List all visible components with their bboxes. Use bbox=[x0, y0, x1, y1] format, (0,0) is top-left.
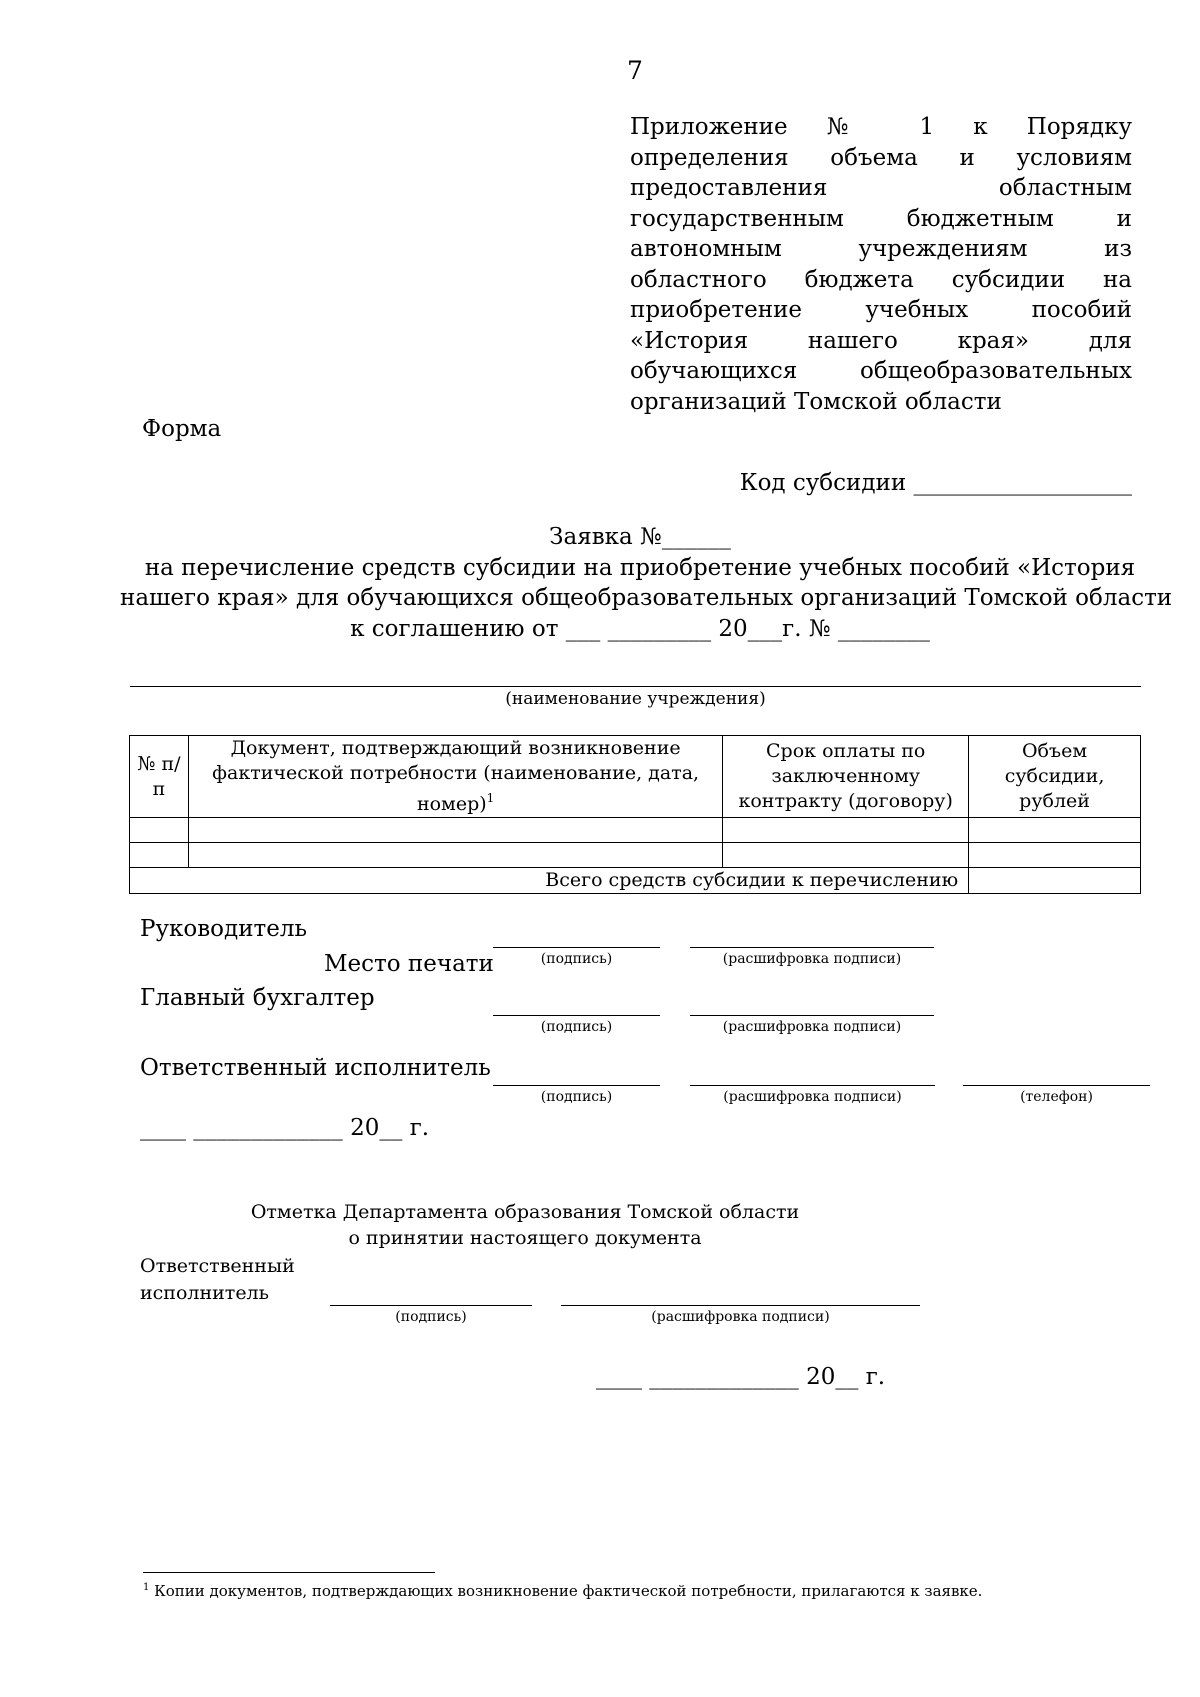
head-decoding-caption: (расшифровка подписи) bbox=[722, 951, 902, 967]
footnote bbox=[143, 1582, 982, 1600]
executor-phone-line bbox=[963, 1085, 1150, 1086]
footnote-mark: 1 bbox=[486, 791, 495, 805]
table-header-row bbox=[130, 736, 1141, 818]
department-decoding-line bbox=[561, 1305, 920, 1306]
table-row bbox=[130, 843, 1141, 868]
department-signature-caption: (подпись) bbox=[395, 1309, 467, 1325]
table-cell bbox=[188, 818, 722, 843]
table-cell bbox=[130, 843, 189, 868]
header-document bbox=[188, 736, 722, 818]
department-executor-label bbox=[140, 1253, 295, 1307]
footnote-text: Копии документов, подтверждающих возникновение фактической потребности, прилагаются к заявке. bbox=[149, 1582, 983, 1600]
footnote-number: 1 bbox=[143, 1582, 150, 1593]
department-executor-line-1: Ответственный bbox=[140, 1255, 295, 1277]
accountant-signature-line bbox=[493, 1015, 660, 1016]
institution-name-line bbox=[130, 686, 1141, 687]
table-cell bbox=[969, 818, 1141, 843]
department-decoding-caption: (расшифровка подписи) bbox=[651, 1309, 830, 1325]
application-title bbox=[120, 522, 1173, 644]
executor-decoding-line bbox=[690, 1085, 935, 1086]
header-term: Срок оплаты по заключенному контракту (договору) bbox=[723, 736, 969, 818]
department-mark-line-2: о принятии настоящего документа bbox=[348, 1227, 702, 1249]
page-number: 7 bbox=[627, 56, 643, 85]
executor-signature-line bbox=[493, 1085, 660, 1086]
department-executor-line-2: исполнитель bbox=[140, 1282, 269, 1304]
subsidy-code-field: Код субсидии ___________________ bbox=[739, 470, 1132, 496]
stamp-place-label: Место печати bbox=[324, 951, 494, 977]
subsidy-table bbox=[129, 735, 1141, 894]
table-cell bbox=[723, 843, 969, 868]
title-line-3: нашего края» для обучающихся общеобразовательных организаций Томской области bbox=[120, 585, 1173, 611]
application-date: ____ _____________ 20__ г. bbox=[140, 1115, 430, 1141]
accountant-signature-caption: (подпись) bbox=[540, 1019, 613, 1035]
title-line-1: Заявка №______ bbox=[549, 524, 731, 550]
total-value-cell bbox=[969, 868, 1141, 894]
footnote-separator bbox=[143, 1572, 435, 1573]
head-signature-caption: (подпись) bbox=[540, 951, 613, 967]
table-cell bbox=[130, 818, 189, 843]
appendix-reference: Приложение № 1 к Порядку определения объема и условиям предоставления областным государственным бюджетным и автономным учреждениям из областного бюджета субсидии на приобретение учебных пособий «История нашего края» для обучающихся общеобразовательных организаций Томской области bbox=[630, 114, 1132, 415]
executor-phone-caption: (телефон) bbox=[1020, 1089, 1093, 1105]
accountant-label: Главный бухгалтер bbox=[140, 985, 375, 1011]
accountant-decoding-caption: (расшифровка подписи) bbox=[722, 1019, 902, 1035]
table-cell bbox=[969, 843, 1141, 868]
executor-label: Ответственный исполнитель bbox=[140, 1055, 491, 1081]
form-label: Форма bbox=[142, 416, 222, 442]
header-document-text: Документ, подтверждающий возникновение фактической потребности (наименование, дата, номер) bbox=[212, 737, 700, 815]
head-decoding-line bbox=[690, 947, 934, 948]
title-line-2: на перечисление средств субсидии на приобретение учебных пособий «История bbox=[144, 554, 1136, 581]
executor-decoding-caption: (расшифровка подписи) bbox=[723, 1089, 902, 1105]
table-row bbox=[130, 818, 1141, 843]
header-num: № п/п bbox=[130, 736, 189, 818]
accountant-decoding-line bbox=[690, 1015, 934, 1016]
department-signature-line bbox=[330, 1305, 532, 1306]
head-signature-line bbox=[493, 947, 660, 948]
table-total-row bbox=[130, 868, 1141, 894]
executor-signature-caption: (подпись) bbox=[540, 1089, 613, 1105]
total-label: Всего средств субсидии к перечислению bbox=[130, 868, 969, 894]
header-amount: Объем субсидии, рублей bbox=[969, 736, 1141, 818]
head-label: Руководитель bbox=[140, 916, 307, 942]
table-cell bbox=[723, 818, 969, 843]
table-cell bbox=[188, 843, 722, 868]
department-mark-line-1: Отметка Департамента образования Томской области bbox=[250, 1201, 800, 1223]
title-line-4: к соглашению от ___ _________ 20___г. № ________ bbox=[350, 615, 930, 642]
department-mark-title bbox=[200, 1199, 850, 1251]
institution-caption: (наименование учреждения) bbox=[505, 689, 766, 709]
department-date: ____ _____________ 20__ г. bbox=[596, 1364, 886, 1390]
